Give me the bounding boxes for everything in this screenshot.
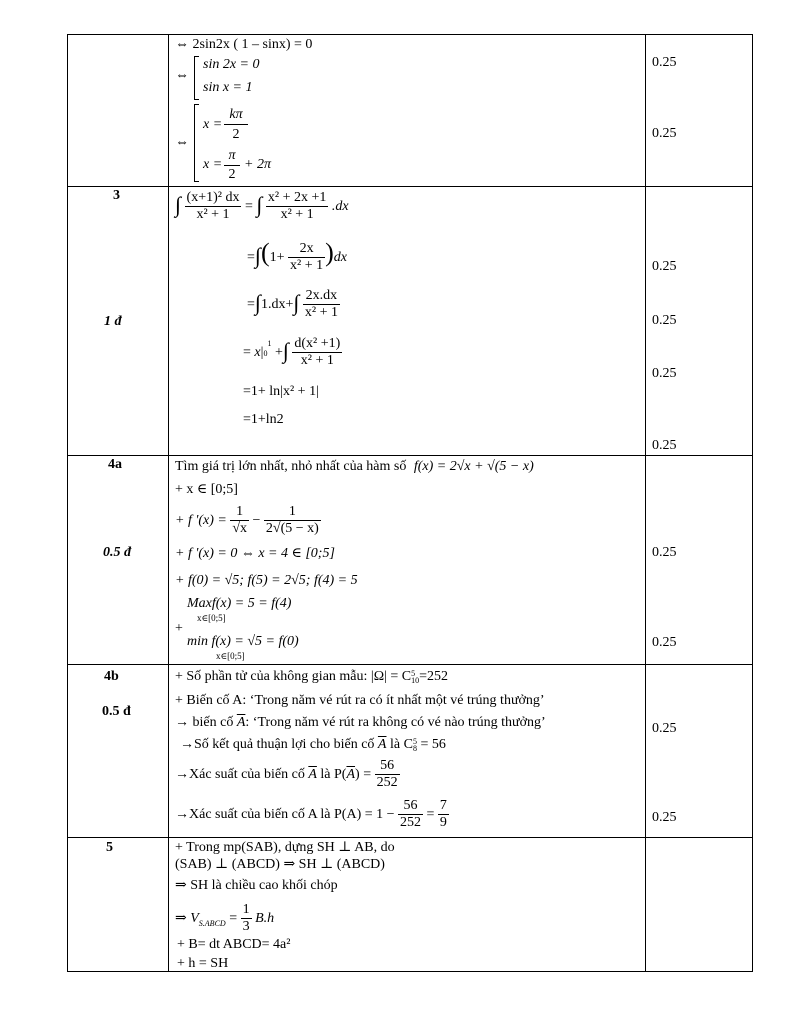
question-points: 1 đ (104, 314, 122, 329)
height-value-line: + h = SH (177, 956, 229, 971)
solution-table (67, 34, 753, 972)
fraction-denominator: 2 (228, 167, 236, 182)
score: 0.25 (652, 545, 677, 560)
score: 0.25 (652, 366, 677, 381)
volume-line: ⇒ $V_{S.ABCD}$ = $\frac{1}{3}$ B.h (175, 902, 275, 935)
plus-sign: + (175, 621, 183, 636)
question-number: 5 (106, 840, 113, 855)
equation-line: x = (203, 117, 223, 132)
score: 0.25 (652, 635, 677, 650)
integral-line: ∫ $\frac{\text{(x+1)² dx}}{\text{x² + 1}}$ = ∫ $\frac{\text{x² + 2x +1}}{\text{x² + 1}}$ .dx (175, 190, 349, 223)
numerator: x² + 2x +1 (266, 190, 329, 207)
fraction-bar (224, 165, 240, 166)
height-line: ⇒ SH là chiều cao khối chóp (175, 878, 338, 893)
denominator: x² + 1 (304, 305, 338, 321)
perpendicular-line: (SAB) ⊥ (ABCD) ⇒ SH ⊥ (ABCD) (175, 857, 385, 872)
function-expression: f(x) = 2√x + √(5 − x) (413, 459, 534, 474)
denominator: x² + 1 (280, 207, 314, 223)
equation-line: + 2π (244, 157, 271, 172)
fraction-numerator: π (228, 148, 236, 163)
integral-line: = $x|0^1$ +∫ $\frac{\text{d(x² +1)}}{\text{x² + 1}}$ (243, 336, 341, 369)
question-number: 3 (113, 188, 120, 203)
score: 0.25 (652, 810, 677, 825)
differential: dx (333, 250, 347, 265)
equation-line: sin x = 1 (203, 80, 253, 95)
score: 0.25 (652, 438, 677, 453)
numerator: (x+1)² dx (185, 190, 242, 207)
max-line: Maxf(x) = 5 = f(4) (187, 596, 292, 611)
problem-statement: Tìm giá trị lớn nhất, nhỏ nhất của hàm số f(x) = 2√x + √(5 − x) (175, 459, 534, 474)
integrand: 1.dx (260, 297, 286, 312)
denominator: x² + 1 (290, 258, 324, 274)
fraction-numerator: kπ (229, 107, 243, 122)
question-points: 0.5 đ (102, 704, 131, 719)
fraction-denominator: 2 (232, 127, 240, 142)
favorable-outcomes-line: →Số kết quả thuận lợi cho biến cố $\overline{A}$ là C 5 8 = 56 (180, 736, 446, 753)
question-points: 0.5 đ (103, 545, 131, 560)
row-divider (68, 837, 752, 838)
sample-space-line: + Số phần tử của không gian mẫu: |Ω| = C 5 10 =252 (175, 668, 449, 685)
domain-line: + x ∈ [0;5] (175, 482, 238, 497)
equation-line: sin 2x = 0 (203, 57, 260, 72)
min-line: min f(x) = √5 = f(0) (187, 634, 299, 649)
equation-line: ⇔ 2sin2x ( 1 – sinx) = 0 (175, 37, 313, 52)
numerator: d(x² +1) (292, 336, 342, 353)
min-subscript: x∈[0;5] (216, 651, 245, 661)
base-area-line: + B= dt ABCD= 4a² (177, 937, 291, 952)
column-divider-2 (645, 35, 646, 971)
differential: .dx (331, 199, 349, 214)
question-number: 4a (108, 457, 122, 472)
equivalence-symbol: ⇔ (175, 68, 189, 83)
row-divider (68, 455, 752, 456)
integral-line: =∫(1+ $\frac{2x}{\text{x² + 1}}$ )dx (247, 238, 347, 274)
construction-line: + Trong mp(SAB), dựng SH ⊥ AB, do (175, 840, 395, 855)
numerator: 2x.dx (303, 288, 340, 305)
integral-line: =1+ ln|x² + 1| (243, 384, 319, 399)
column-divider-1 (168, 35, 169, 971)
event-complement-line: → biến cố $\overline{A}$: ‘Trong năm vé rút ra không có vé nào trúng thưởng’ (175, 715, 546, 730)
system-bracket (194, 56, 199, 100)
probability-complement-line: →Xác suất của biến cố $\overline{A}$ là $P(\overline{A})$ = $\frac{56}{252}$ (175, 758, 398, 791)
integral-line: =∫1.dx+∫ $\frac{2x.dx}{\text{x² + 1}}$ (247, 288, 338, 321)
numerator: 2x (288, 241, 325, 258)
values-line: + f(0) = √5; f(5) = 2√5; f(4) = 5 (175, 573, 358, 588)
critical-point-line: + f '(x) = 0 ⇔ x = 4 ∈ [0;5] (175, 546, 335, 561)
denominator: x² + 1 (196, 207, 230, 223)
max-subscript: x∈[0;5] (197, 613, 226, 623)
equivalence-symbol: ⇔ (175, 135, 189, 150)
derivative-line: + f '(x) = $\frac{1}{√x}$ − $\frac{1}{2√(5 - x)}$ (175, 504, 319, 537)
denominator: x² + 1 (300, 353, 334, 369)
row-divider (68, 186, 752, 187)
fraction-bar (224, 124, 248, 125)
row-divider (68, 664, 752, 665)
probability-a-line: →Xác suất của biến cố A là P(A) = 1 − $\frac{56}{252}$ = $\frac{7}{9}$ (175, 798, 447, 831)
integral-line: =1+ln2 (243, 412, 284, 427)
score: 0.25 (652, 126, 677, 141)
event-a-line: + Biến cố A: ‘Trong năm vé rút ra có ít nhất một vé trúng thưởng’ (175, 693, 545, 708)
score: 0.25 (652, 259, 677, 274)
score: 0.25 (652, 721, 677, 736)
equation-line: x = (203, 157, 223, 172)
system-bracket (194, 104, 199, 182)
score: 0.25 (652, 313, 677, 328)
question-number: 4b (104, 669, 119, 684)
score: 0.25 (652, 55, 677, 70)
